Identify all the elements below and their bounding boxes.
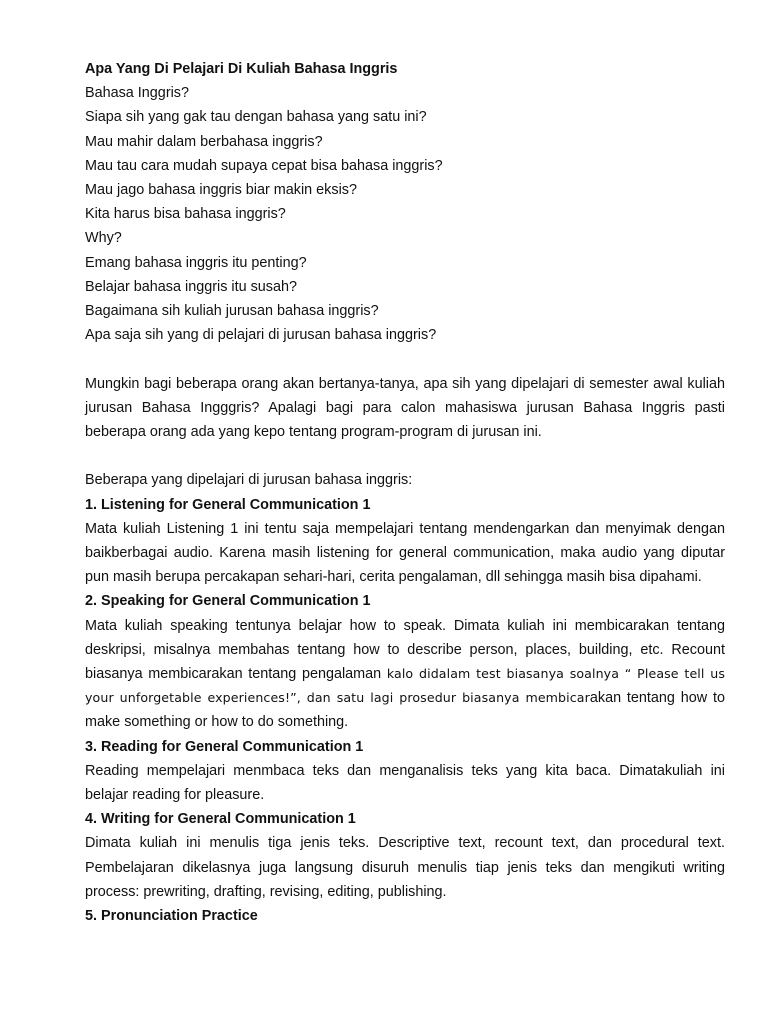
question-line: Emang bahasa inggris itu penting? (85, 254, 307, 271)
section-body-writing: Dimata kuliah ini menulis tiga jenis teks. Descriptive text, recount text, dan procedural text. Pembelajaran dikelasnya juga langsung disuruh menulis tiap jenis teks dan mengikuti writing process: prewriting, drafting, revising, editing, publishing. (85, 835, 725, 900)
section-body-speaking (85, 614, 725, 735)
list-intro: Beberapa yang dipelajari di jurusan bahasa inggris: (85, 472, 413, 489)
section-heading-listening: 1. Listening for General Communication 1 (85, 496, 371, 513)
section-heading-speaking: 2. Speaking for General Communication 1 (85, 593, 371, 610)
intro-paragraph: Mungkin bagi beberapa orang akan bertanya-tanya, apa sih yang dipelajari di semester awal kuliah jurusan Bahasa Ingggris? Apalagi bagi para calon mahasiswa jurusan Bahasa Inggris pasti beberapa orang ada yang kepo tentang program-program di jurusan ini. (85, 375, 725, 441)
document-title: Apa Yang Di Pelajari Di Kuliah Bahasa Inggris (85, 61, 398, 77)
question-line: Kita harus bisa bahasa inggris? (85, 206, 286, 223)
question-line: Why? (85, 230, 122, 247)
spacer (85, 444, 725, 468)
speaking-text-part-2: kalo didalam test biasanya soalnya “ Please tell us your unforgetable experiences!”, dan satu lagi prosedur biasanya membicar (85, 666, 726, 706)
section-heading-reading: 3. Reading for General Communication 1 (85, 738, 364, 755)
question-line: Apa saja sih yang di pelajari di jurusan bahasa inggris? (85, 327, 437, 344)
speaking-text-part-1: Mata kuliah speaking tentunya belajar how to speak. Dimata kuliah ini membicarakan tentang deskripsi, misalnya membahas tentang how to describe person, places, building, etc. Recount biasanya membicarakan tentang pengalaman (85, 617, 725, 683)
speaking-text-part-3: akan tentang how to make something or how to do something. (85, 690, 725, 731)
question-line: Mau jago bahasa inggris biar makin eksis? (85, 182, 357, 199)
question-line: Mau tau cara mudah supaya cepat bisa bahasa inggris? (85, 157, 443, 174)
question-line: Siapa sih yang gak tau dengan bahasa yang satu ini? (85, 109, 427, 126)
question-line: Bagaimana sih kuliah jurusan bahasa inggris? (85, 303, 379, 320)
question-line: Mau mahir dalam berbahasa inggris? (85, 133, 323, 150)
section-body-listening: Mata kuliah Listening 1 ini tentu saja mempelajari tentang mendengarkan dan menyimak dengan baikberbagai audio. Karena masih listening for general communication, maka audio yang diputar pun masih berupa percakapan sehari-hari, cerita pengalaman, dll sehingga masih bisa dipahami. (85, 520, 725, 586)
section-heading-pronunciation: 5. Pronunciation Practice (85, 908, 258, 925)
question-line: Belajar bahasa inggris itu susah? (85, 278, 297, 295)
section-body-reading: Reading mempelajari menmbaca teks dan menganalisis teks yang kita baca. Dimatakuliah ini belajar reading for pleasure. (85, 762, 725, 804)
spacer (85, 347, 725, 371)
question-line: Bahasa Inggris? (85, 85, 190, 102)
question-list (85, 81, 725, 347)
section-heading-writing: 4. Writing for General Communication 1 (85, 811, 356, 828)
